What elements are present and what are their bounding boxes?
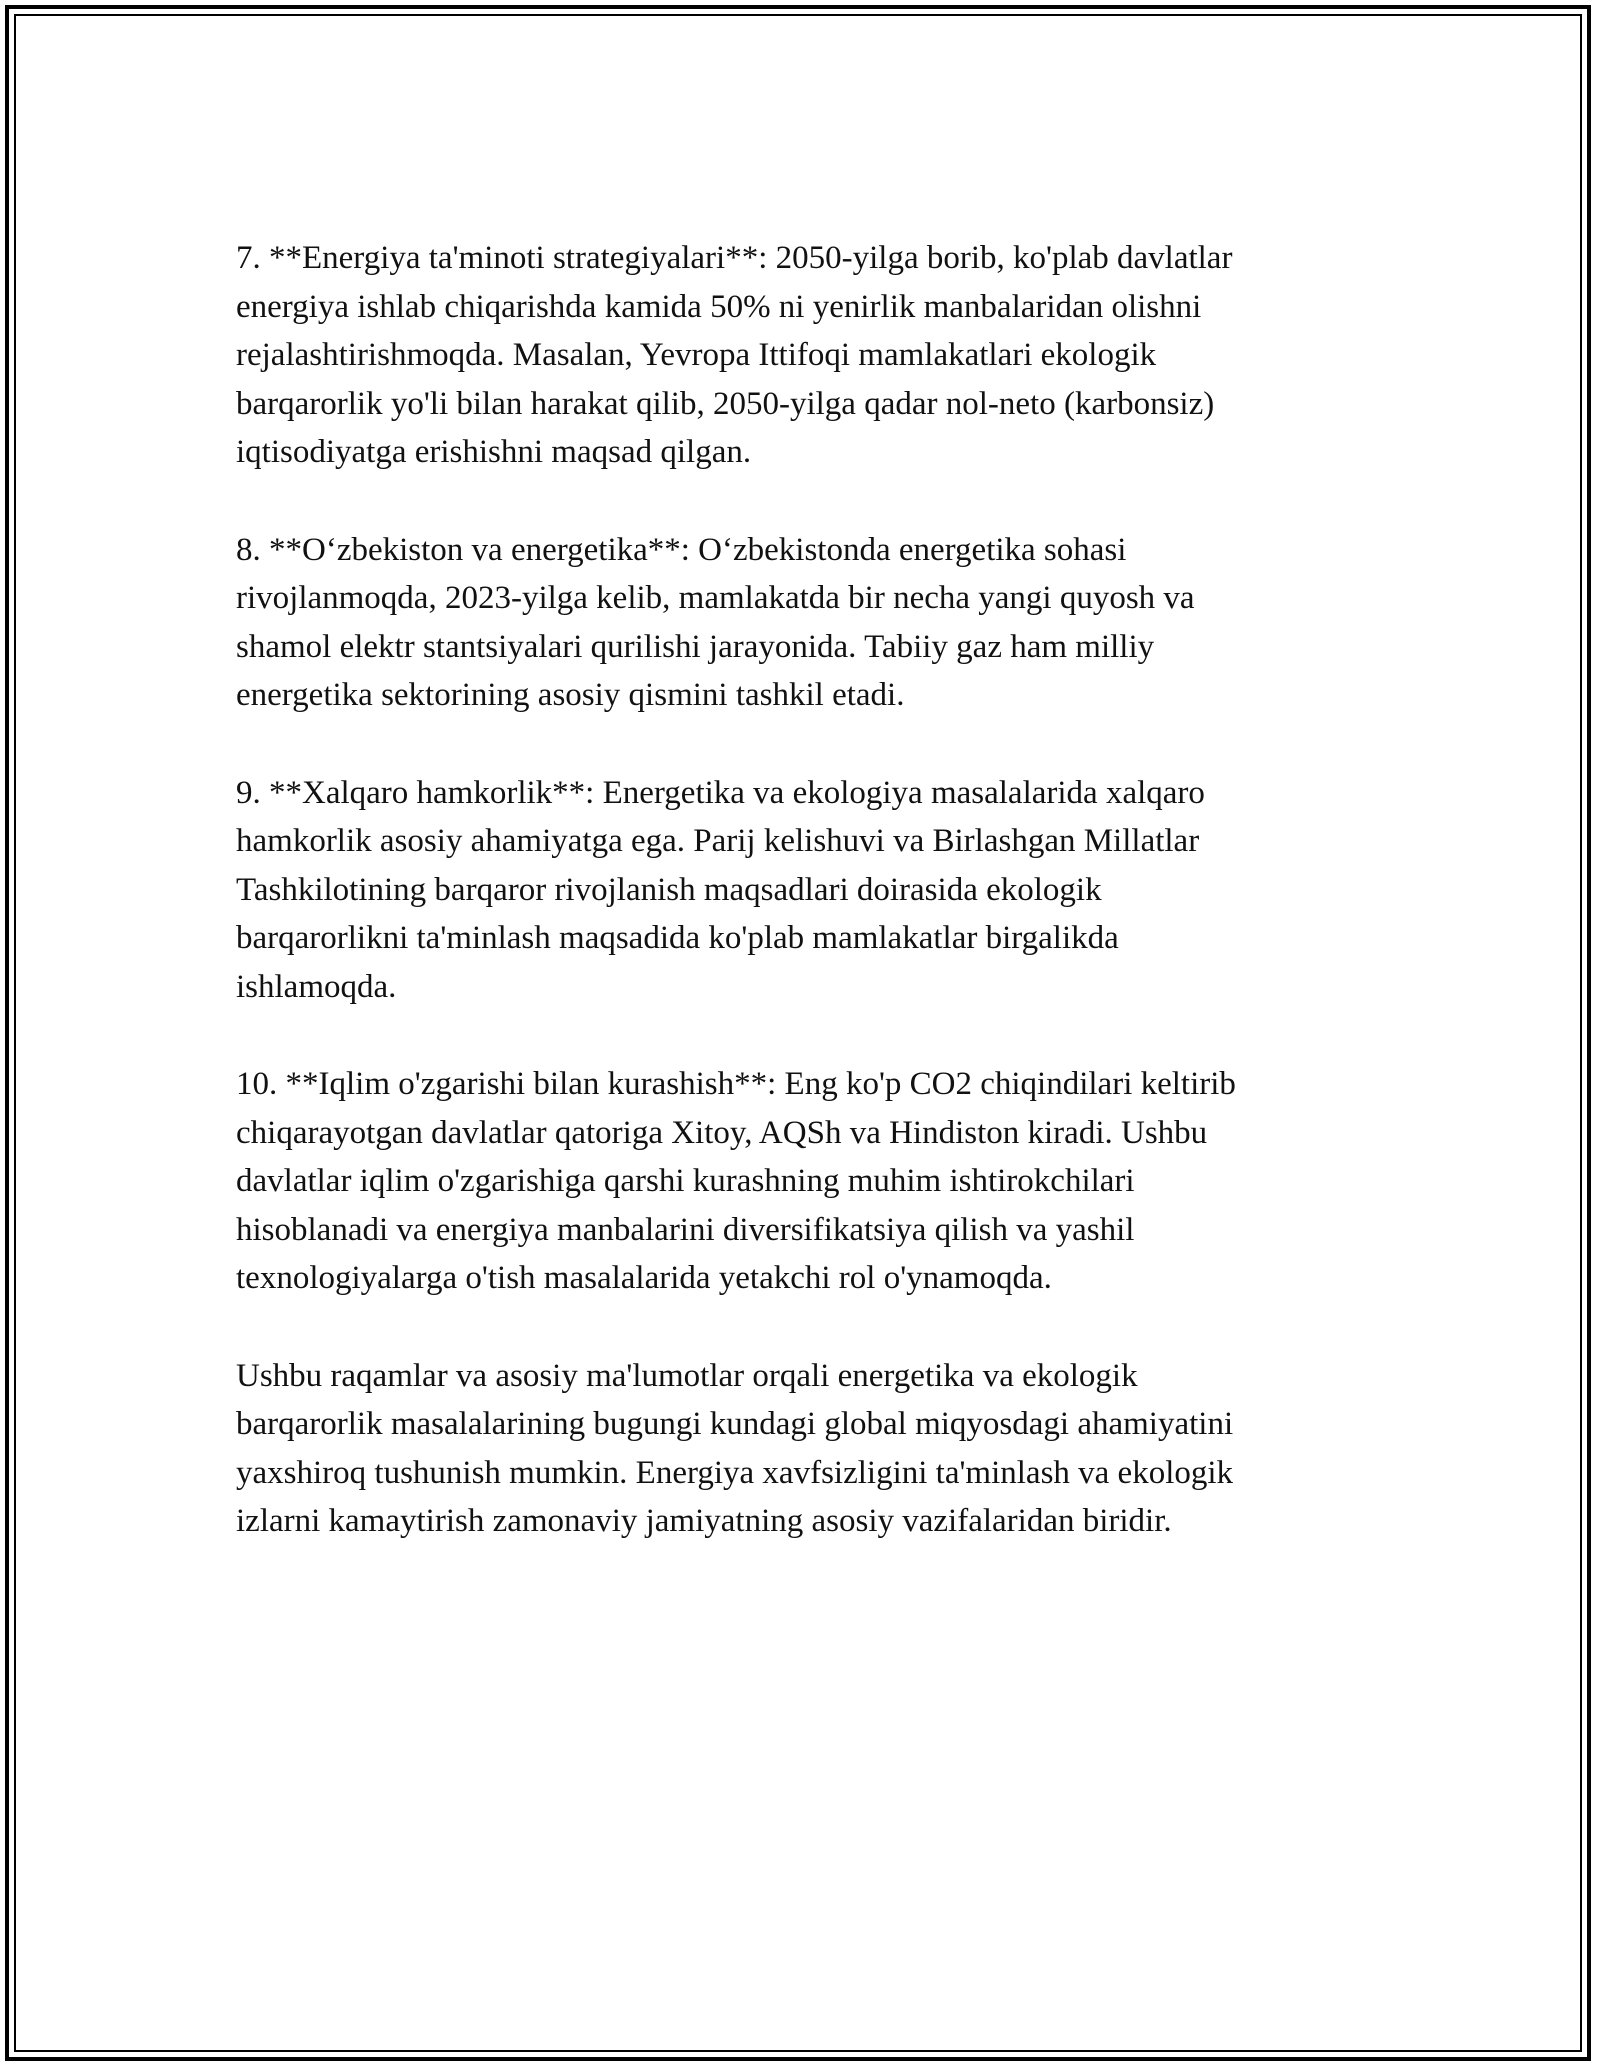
- paragraph-conclusion: Ushbu raqamlar va asosiy ma'lumotlar orqali energetika va ekologik barqarorlik masalalarining bugungi kundagi global miqyosdagi ahamiyatini yaxshiroq tushunish mumkin. Energiya xavfsizligini ta'minlash va ekologik izlarni kamaytirish zamonaviy jamiyatning asosiy vazifalaridan biridir.: [236, 1357, 1234, 1539]
- paragraph-energy-supply-strategies: 7. **Energiya ta'minoti strategiyalari**: 2050-yilga borib, ko'plab davlatlar energiya ishlab chiqarishda kamida 50% ni yenirlik manbalaridan olishni rejalashtirishmoqda. Masalan, Yevropa Ittifoqi mamlakatlari ekologik barqarorlik yo'li bilan harakat qilib, 2050-yilga qadar nol-neto (karbonsiz) iqtisodiyatga erishishni maqsad qilgan.: [236, 240, 1233, 470]
- paragraph-international-cooperation: 9. **Xalqaro hamkorlik**: Energetika va ekologiya masalalarida xalqaro hamkorlik asosiy ahamiyatga ega. Parij kelishuvi va Birlashgan Millatlar Tashkilotining barqaror rivojlanish maqsadlari doirasida ekologik barqarorlikni ta'minlash maqsadida ko'plab mamlakatlar birgalikda ishlamoqda.: [236, 774, 1205, 1005]
- document-body: [236, 234, 1376, 1595]
- paragraph-climate-change: 10. **Iqlim o'zgarishi bilan kurashish**: Eng ko'p CO2 chiqindilari keltirib chiqarayotgan davlatlar qatoriga Xitoy, AQSh va Hindiston kiradi. Ushbu davlatlar iqlim o'zgarishiga qarshi kurashning muhim ishtirokchilari hisoblanadi va energiya manbalarini diversifikatsiya qilish va yashil texnologiyalarga o'tish masalalarida yetakchi rol o'ynamoqda.: [236, 1066, 1236, 1296]
- paragraph-uzbekistan-energy: 8. **O‘zbekiston va energetika**: O‘zbekistonda energetika sohasi rivojlanmoqda, 2023-yilga kelib, mamlakatda bir necha yangi quyosh va shamol elektr stantsiyalari qurilishi jarayonida. Tabiiy gaz ham milliy energetika sektorining asosiy qismini tashkil etadi.: [236, 531, 1195, 713]
